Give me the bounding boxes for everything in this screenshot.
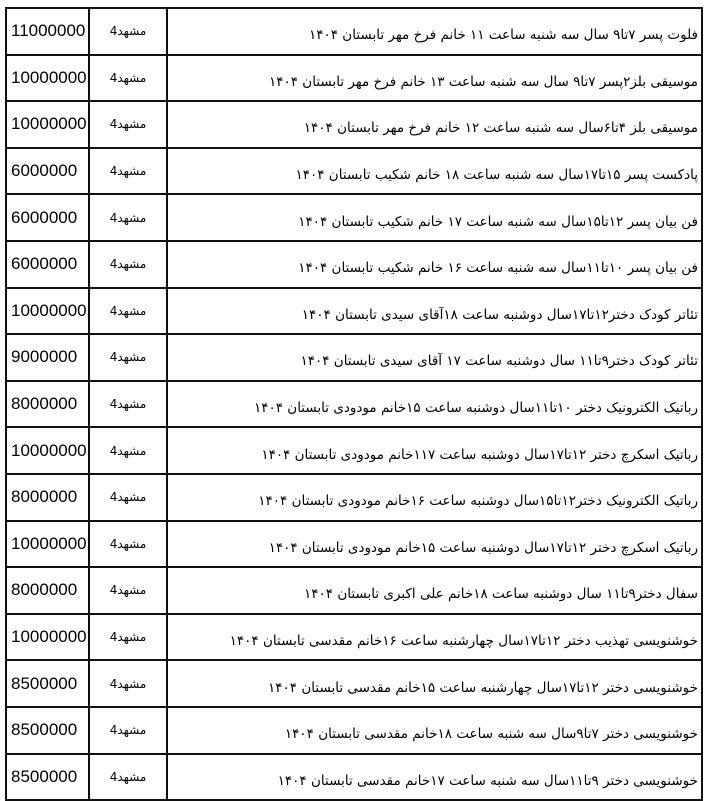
branch-cell: مشهد4 (89, 194, 167, 241)
branch-cell: مشهد4 (89, 241, 167, 288)
class-description-cell: خوشنویسی دختر ۷تا۹سال سه شنبه ساعت ۱۸خانم مقدسی تابستان ۱۴۰۴ (167, 707, 702, 754)
class-description-cell: رباتیک اسکرچ دختر ۱۲تا۱۷سال دوشنبه ساعت ۱۵خانم مودودی تابستان ۱۴۰۴ (167, 521, 702, 568)
table-row (6, 521, 702, 568)
table-row (6, 334, 702, 381)
table-row (6, 754, 702, 801)
price-cell: 8500000 (6, 660, 89, 707)
class-description-cell: رباتیک الکترونیک دختر۱۲تا۱۵سال دوشنبه ساعت ۱۶خانم مودودی تابستان ۱۴۰۴ (167, 474, 702, 521)
price-cell: 10000000 (6, 55, 89, 102)
branch-cell: مشهد4 (89, 474, 167, 521)
table-row (6, 288, 702, 335)
table-row (6, 707, 702, 754)
price-cell: 11000000 (6, 8, 89, 55)
branch-cell: مشهد4 (89, 288, 167, 335)
table-body (6, 8, 702, 800)
table-row (6, 614, 702, 661)
branch-cell: مشهد4 (89, 427, 167, 474)
class-price-table (5, 7, 703, 801)
table-row (6, 55, 702, 102)
class-description-cell: خوشنویسی تهذیب دختر ۱۲تا۱۷سال چهارشنبه ساعت ۱۶خانم مقدسی تابستان ۱۴۰۴ (167, 614, 702, 661)
table-row (6, 241, 702, 288)
price-cell: 6000000 (6, 194, 89, 241)
table-row (6, 427, 702, 474)
branch-cell: مشهد4 (89, 8, 167, 55)
price-cell: 10000000 (6, 521, 89, 568)
class-description-cell: پادکست پسر ۱۵تا۱۷سال سه شنبه ساعت ۱۸ خانم شکیب تابستان ۱۴۰۴ (167, 148, 702, 195)
branch-cell: مشهد4 (89, 754, 167, 801)
price-cell: 6000000 (6, 148, 89, 195)
table-row (6, 381, 702, 428)
price-cell: 10000000 (6, 288, 89, 335)
branch-cell: مشهد4 (89, 614, 167, 661)
table-row (6, 194, 702, 241)
class-description-cell: فن بیان پسر ۱۰تا۱۱سال سه شنبه ساعت ۱۶ خانم شکیب تابستان ۱۴۰۴ (167, 241, 702, 288)
branch-cell: مشهد4 (89, 567, 167, 614)
price-cell: 10000000 (6, 101, 89, 148)
class-description-cell: رباتیک اسکرچ دختر ۱۲تا۱۷سال دوشنبه ساعت ۱۱۷خانم مودودی تابستان ۱۴۰۴ (167, 427, 702, 474)
class-description-cell: رباتیک الکترونیک دختر ۱۰تا۱۱سال دوشنبه ساعت ۱۵خانم مودودی تابستان ۱۴۰۴ (167, 381, 702, 428)
price-cell: 10000000 (6, 614, 89, 661)
price-cell: 8000000 (6, 567, 89, 614)
branch-cell: مشهد4 (89, 521, 167, 568)
price-cell: 8000000 (6, 381, 89, 428)
branch-cell: مشهد4 (89, 101, 167, 148)
class-description-cell: خوشنویسی دختر ۹تا۱۱سال سه شنبه ساعت ۱۷خانم مقدسی تابستان ۱۴۰۴ (167, 754, 702, 801)
table-row (6, 8, 702, 55)
class-description-cell: تئاتر کودک دختر۹تا۱۱ سال دوشنبه ساعت ۱۷ آقای سیدی تابستان ۱۴۰۴ (167, 334, 702, 381)
class-description-cell: سفال دختر۹تا۱۱ سال دوشنبه ساعت ۱۸خانم علی اکبری تابستان ۱۴۰۴ (167, 567, 702, 614)
table-row (6, 148, 702, 195)
branch-cell: مشهد4 (89, 334, 167, 381)
price-cell: 8500000 (6, 707, 89, 754)
branch-cell: مشهد4 (89, 55, 167, 102)
class-description-cell: موسیقی بلز۲پسر ۷تا۹ سال سه شنبه ساعت ۱۳ خانم فرخ مهر تابستان ۱۴۰۴ (167, 55, 702, 102)
price-cell: 10000000 (6, 427, 89, 474)
branch-cell: مشهد4 (89, 660, 167, 707)
class-description-cell: فلوت پسر ۷تا۹ سال سه شنبه ساعت ۱۱ خانم فرخ مهر تابستان ۱۴۰۴ (167, 8, 702, 55)
table-row (6, 101, 702, 148)
branch-cell: مشهد4 (89, 148, 167, 195)
branch-cell: مشهد4 (89, 707, 167, 754)
class-description-cell: موسیقی بلز ۴تا۶سال سه شنبه ساعت ۱۲ خانم فرخ مهر تابستان ۱۴۰۴ (167, 101, 702, 148)
table-row (6, 474, 702, 521)
price-cell: 8500000 (6, 754, 89, 801)
class-description-cell: خوشنویسی دختر ۱۲تا۱۷سال چهارشنبه ساعت ۱۵خانم مقدسی تابستان ۱۴۰۴ (167, 660, 702, 707)
price-cell: 6000000 (6, 241, 89, 288)
branch-cell: مشهد4 (89, 381, 167, 428)
price-cell: 9000000 (6, 334, 89, 381)
price-cell: 8000000 (6, 474, 89, 521)
table-row (6, 567, 702, 614)
class-description-cell: فن بیان پسر ۱۲تا۱۵سال سه شنبه ساعت ۱۷ خانم شکیب تابستان ۱۴۰۴ (167, 194, 702, 241)
class-description-cell: تئاتر کودک دختر۱۲تا۱۷سال دوشنبه ساعت ۱۸آقای سیدی تابستان ۱۴۰۴ (167, 288, 702, 335)
table-row (6, 660, 702, 707)
